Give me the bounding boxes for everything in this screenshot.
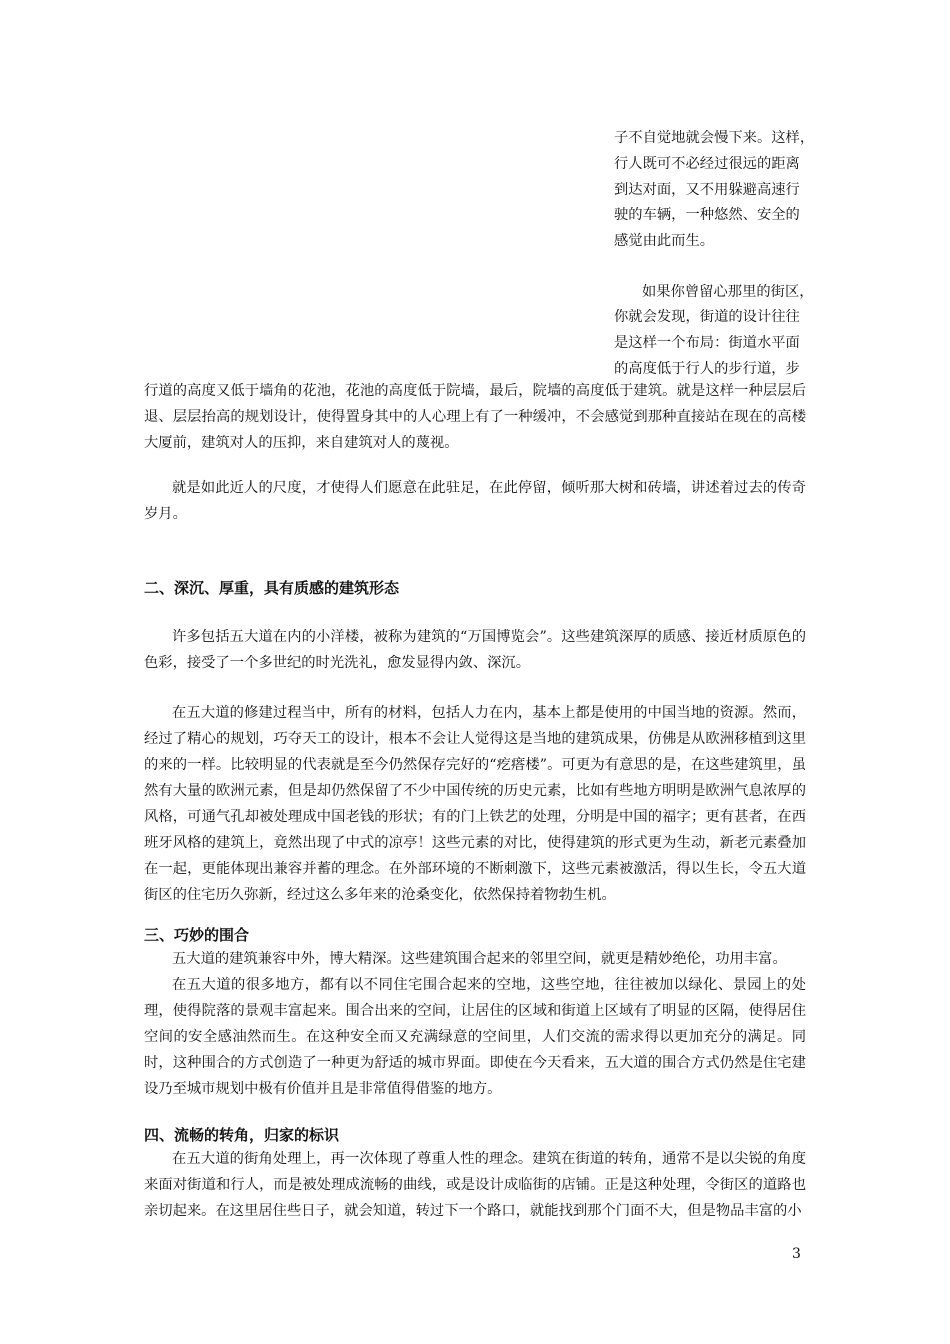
page-number: 3 xyxy=(792,1246,801,1262)
section4-paragraph-1: 在五大道的街角处理上，再一次体现了尊重人性的理念。建筑在街道的转角，通常不是以尖锐的角度来面对街道和行人，而是被处理成流畅的曲线，或是设计成临街的店铺。正是这种处理，令街区的道路也亲切起来。在这里居住些日子，就会知道，转过下一个路口，就能找到那个门面不大，但是物品丰富的小 xyxy=(144,1151,806,1219)
paragraph-continuation: 行道的高度又低于墙角的花池，花池的高度低于院墙，最后，院墙的高度低于建筑。就是这样一种层层后退、层层抬高的规划设计，使得置身其中的人心理上有了一种缓冲，不会感觉到那种直接站在现在的高楼大厦前，建筑对人的压抑，来自建筑对人的蔑视。 xyxy=(144,383,806,451)
float-line: 到达对面，又不用躲避高速行 xyxy=(614,182,800,198)
section2-paragraph-1: 许多包括五大道在内的小洋楼，被称为建筑的“万国博览会”。这些建筑深厚的质感、接近材质原色的色彩，接受了一个多世纪的时光洗礼，愈发显得内敛、深沉。 xyxy=(144,629,806,671)
section4-title: 四、流畅的转角，归家的标识 xyxy=(144,1126,340,1144)
section2-title: 二、深沉、厚重，具有质感的建筑形态 xyxy=(144,579,400,597)
paragraph-scale: 就是如此近人的尺度，才使得人们愿意在此驻足，在此停留，倾听那大树和砖墙，讲述着过去的传奇岁月。 xyxy=(144,480,806,522)
float-line: 是这样一个布局：街道水平面 xyxy=(614,335,800,351)
section3-paragraph-1: 五大道的建筑兼容中外，博大精深。这些建筑围合起来的邻里空间，就更是精妙绝伦，功用丰富。 xyxy=(172,951,787,967)
section3-paragraph-2: 在五大道的很多地方，都有以不同住宅围合起来的空地，这些空地，往往被加以绿化、景园上的处理，使得院落的景观丰富起来。围合出来的空间，让居住的区域和街道上区域有了明显的区隔，使得居住空间的安全感油然而生。在这种安全而又充满绿意的空间里，人们交流的需求得以更加充分的满足。同时，这种围合的方式创造了一种更为舒适的城市界面。即使在今天看来，五大道的围合方式仍然是住宅建设乃至城市规划中极有价值并且是非常值得借鉴的地方。 xyxy=(144,977,806,1097)
float-line: 行人既可不必经过很远的距离 xyxy=(614,156,800,172)
float-line: 如果你曾留心那里的街区， xyxy=(642,284,814,300)
float-line: 驶的车辆，一种悠然、安全的 xyxy=(614,207,800,223)
float-line: 感觉由此而生。 xyxy=(614,233,715,249)
section3-title: 三、巧妙的围合 xyxy=(144,926,250,944)
float-line: 你就会发现，街道的设计往往 xyxy=(614,309,800,325)
section2-paragraph-2: 在五大道的修建过程当中，所有的材料，包括人力在内，基本上都是使用的中国当地的资源。然而，经过了精心的规划，巧夺天工的设计，根本不会让人觉得这是当地的建筑成果，仿佛是从欧洲移植到这里的来的一样。比较明显的代表就是至今仍然保存完好的“疙瘩楼”。可更为有意思的是，在这些建筑里，虽然有大量的欧洲元素，但是却仍然保留了不少中国传统的历史元素，比如有些地方明明是欧洲气息浓厚的风格，可通气孔却被处理成中国老钱的形状；有的门上铁艺的处理，分明是中国的福字；更有甚者，在西班牙风格的建筑上，竟然出现了中式的凉亭！这些元素的对比，使得建筑的形式更为生动，新老元素叠加在一起，更能体现出兼容并蓄的理念。在外部环境的不断刺激下，这些元素被激活，得以生长，令五大道街区的住宅历久弥新，经过这么多年来的沧桑变化，依然保持着物勃生机。 xyxy=(144,705,806,903)
float-line: 的高度低于行人的步行道，步 xyxy=(614,361,800,377)
float-line: 子不自觉地就会慢下来。这样， xyxy=(614,130,815,146)
